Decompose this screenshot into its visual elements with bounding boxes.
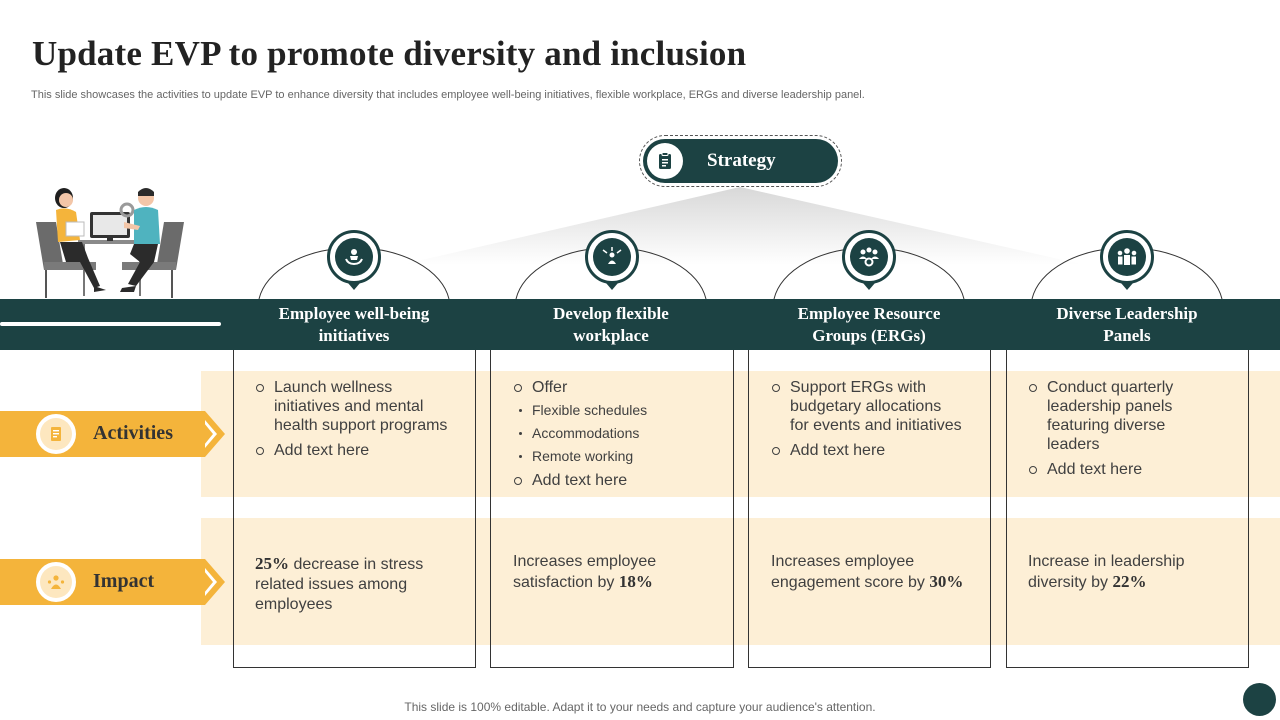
- sub-list-item: Flexible schedules: [514, 402, 714, 419]
- impact-text: decrease in stress related issues among employees: [255, 556, 424, 613]
- strategy-pill: [643, 139, 838, 183]
- corner-dot: [1243, 683, 1276, 716]
- flexible-workplace-icon: [585, 230, 639, 284]
- impact-text: Increases employee satisfaction by: [513, 553, 657, 591]
- clipboard-icon: [647, 143, 683, 179]
- page-subtitle: This slide showcases the activities to update EVP to enhance diversity that includes employee well-being initiatives, flexible workplace, ERGs and diverse leadership panel.: [31, 89, 865, 101]
- pin-1: [348, 283, 360, 290]
- activities-cell-2: [514, 378, 714, 496]
- list-item: Launch wellness initiatives and mental health support programs: [256, 378, 456, 435]
- impact-cell-3: [771, 552, 986, 593]
- impact-cell-4: [1028, 552, 1228, 593]
- impact-tag: [0, 559, 225, 605]
- impact-value: 22%: [1112, 572, 1147, 591]
- band-accent-line: [0, 322, 221, 326]
- footer-note: This slide is 100% editable. Adapt it to your needs and capture your audience's attention.: [404, 700, 876, 714]
- list-item: Offer: [514, 378, 714, 397]
- impact-text: Increases employee engagement score by: [771, 553, 930, 591]
- meeting-illustration: [36, 188, 184, 298]
- column-heading-3: Employee Resource Groups (ERGs): [797, 304, 941, 345]
- activities-label: Activities: [93, 422, 173, 444]
- pin-2: [606, 283, 618, 290]
- pin-3: [863, 283, 875, 290]
- list-item: Conduct quarterly leadership panels featuring diverse leaders: [1029, 378, 1219, 454]
- sub-list-item: Accommodations: [514, 425, 714, 442]
- strategy-label: Strategy: [707, 150, 776, 171]
- impact-value: 25%: [255, 554, 289, 573]
- impact-value: 18%: [618, 572, 653, 591]
- leadership-panel-icon: [1100, 230, 1154, 284]
- impact-cell-1: [255, 554, 455, 615]
- activities-cell-1: [256, 378, 456, 466]
- activities-cell-3: [772, 378, 962, 466]
- pin-4: [1121, 283, 1133, 290]
- list-item: Add text here: [514, 471, 714, 490]
- column-heading-1: Employee well-being initiatives: [278, 304, 430, 345]
- strategy-fan: [400, 187, 1085, 265]
- list-item: Add text here: [256, 441, 456, 460]
- list-item: Support ERGs with budgetary allocations for events and initiatives: [772, 378, 962, 435]
- column-heading-2: Develop flexible workplace: [553, 304, 669, 345]
- document-icon: [33, 411, 79, 457]
- impact-value: 30%: [929, 572, 964, 591]
- people-impact-icon: [33, 559, 79, 605]
- column-heading-4: Diverse Leadership Panels: [1056, 304, 1198, 345]
- wellbeing-icon: [327, 230, 381, 284]
- page-title: Update EVP to promote diversity and inclusion: [32, 34, 747, 73]
- group-gear-icon: [842, 230, 896, 284]
- impact-text: Increase in leadership diversity by: [1028, 553, 1185, 591]
- list-item: Add text here: [772, 441, 962, 460]
- activities-tag: [0, 411, 225, 457]
- list-item: Add text here: [1029, 460, 1219, 479]
- impact-cell-2: [513, 552, 713, 593]
- impact-label: Impact: [93, 570, 155, 592]
- sub-list-item: Remote working: [514, 448, 714, 465]
- activities-cell-4: [1029, 378, 1219, 485]
